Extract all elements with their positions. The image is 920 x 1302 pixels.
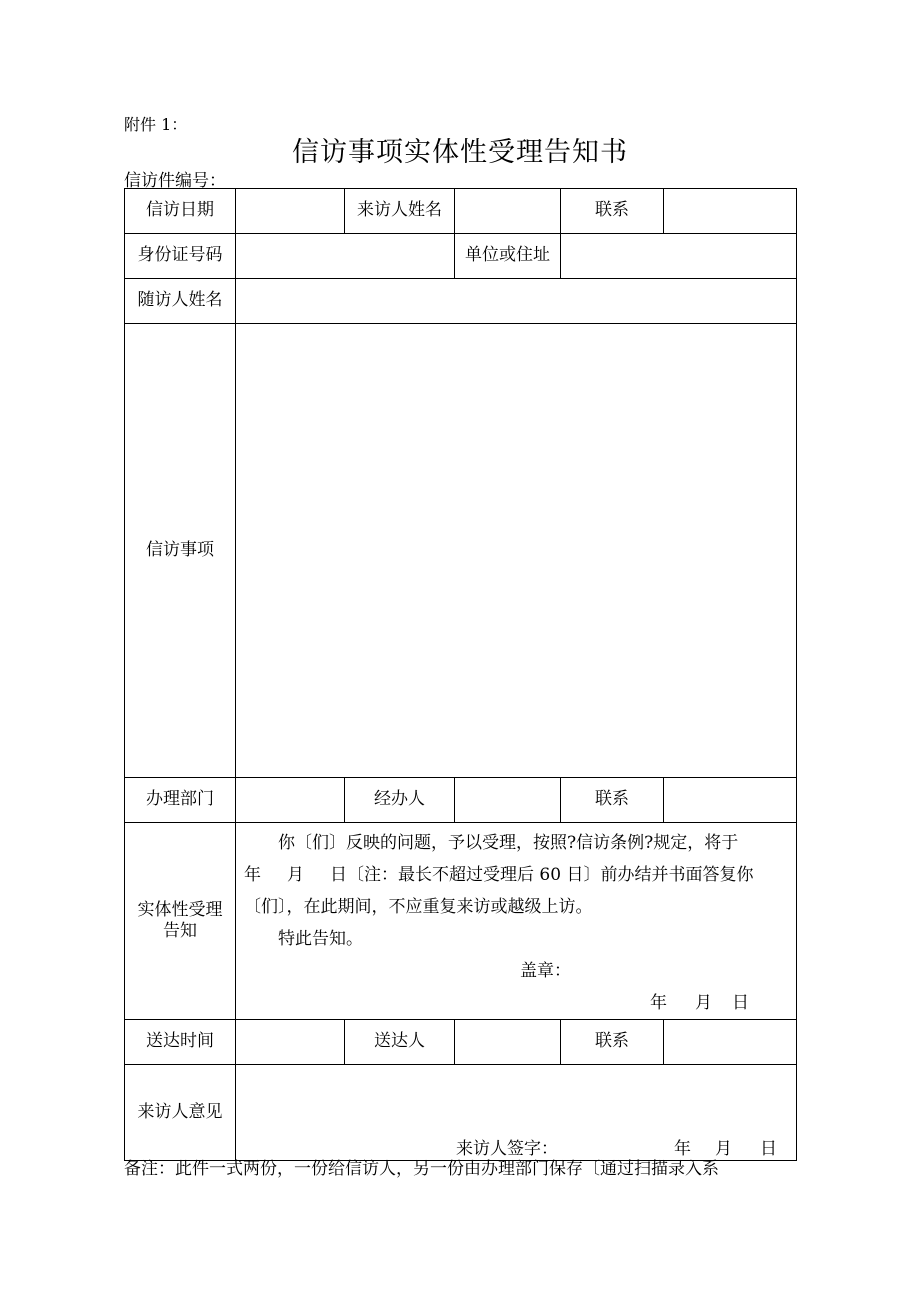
- id-number-field[interactable]: [236, 234, 455, 279]
- notice-content: [236, 823, 797, 1020]
- petition-matter-field[interactable]: [236, 324, 797, 778]
- remark-note: 备注：此件一式两份，一份给信访人，另一份由办理部门保存〔通过扫描录入系: [124, 1159, 719, 1179]
- visitor-opinion-field[interactable]: [236, 1065, 797, 1161]
- deliverer-field[interactable]: [455, 1020, 561, 1065]
- notice-date-day: 日: [732, 993, 749, 1013]
- notice-date: [244, 987, 790, 1019]
- handling-dept-field[interactable]: [236, 778, 345, 823]
- notice-date-year: 年: [650, 993, 667, 1013]
- notice-line-4: 特此告知。: [278, 929, 363, 949]
- visit-date-label: 信访日期: [125, 189, 236, 234]
- unit-address-field[interactable]: [561, 234, 797, 279]
- opinion-date-month: 月: [715, 1138, 732, 1159]
- visitor-opinion-label: 来访人意见: [125, 1065, 236, 1161]
- row-id-info: [125, 234, 797, 279]
- row-delivery: [125, 1020, 797, 1065]
- row-notice: [125, 823, 797, 1020]
- visit-date-field[interactable]: [236, 189, 345, 234]
- notice-label-line1: 实体性受理: [137, 899, 223, 920]
- annex-label: 附件 1：: [124, 115, 188, 134]
- notice-label: [125, 823, 236, 1020]
- contact-field[interactable]: [664, 189, 797, 234]
- companion-name-field[interactable]: [236, 279, 797, 324]
- notice-date-month: 月: [695, 993, 712, 1013]
- visitor-name-label: 来访人姓名: [345, 189, 455, 234]
- handler-field[interactable]: [455, 778, 561, 823]
- petition-form-table: [124, 188, 797, 1161]
- opinion-date-day: 日: [760, 1138, 777, 1159]
- notice-line-3: 〔们〕，在此期间，不应重复来访或越级上访。: [244, 897, 593, 917]
- notice-day-text: 日〔注：最长不超过受理后 60 日〕前办结并书面答复你: [330, 865, 754, 885]
- contact-label: 联系: [561, 778, 664, 823]
- companion-name-label: 随访人姓名: [125, 279, 236, 324]
- delivery-time-field[interactable]: [236, 1020, 345, 1065]
- row-opinion: [125, 1065, 797, 1161]
- unit-address-label: 单位或住址: [455, 234, 561, 279]
- opinion-date-year: 年: [674, 1138, 691, 1159]
- notice-line-2: [244, 859, 790, 891]
- visitor-signature-label: 来访人签字：: [456, 1138, 558, 1159]
- notice-year: 年: [244, 865, 261, 885]
- contact-field[interactable]: [664, 1020, 797, 1065]
- contact-field[interactable]: [664, 778, 797, 823]
- deliverer-label: 送达人: [345, 1020, 455, 1065]
- seal-label: 盖章：: [520, 961, 571, 981]
- visitor-name-field[interactable]: [455, 189, 561, 234]
- notice-label-line2: 告知: [163, 921, 197, 941]
- petition-matter-label: 信访事项: [125, 324, 236, 778]
- row-handling: [125, 778, 797, 823]
- id-number-label: 身份证号码: [125, 234, 236, 279]
- row-visit-info: [125, 189, 797, 234]
- handling-dept-label: 办理部门: [125, 778, 236, 823]
- notice-line-1: 你〔们〕反映的问题，予以受理，按照?信访条例?规定，将于: [278, 833, 739, 853]
- page-title: 信访事项实体性受理告知书: [292, 137, 628, 168]
- row-matter: [125, 324, 797, 778]
- contact-label: 联系: [561, 189, 664, 234]
- contact-label: 联系: [561, 1020, 664, 1065]
- notice-month: 月: [287, 865, 304, 885]
- row-companion: [125, 279, 797, 324]
- delivery-time-label: 送达时间: [125, 1020, 236, 1065]
- case-number-label: 信访件编号：: [124, 171, 226, 191]
- handler-label: 经办人: [345, 778, 455, 823]
